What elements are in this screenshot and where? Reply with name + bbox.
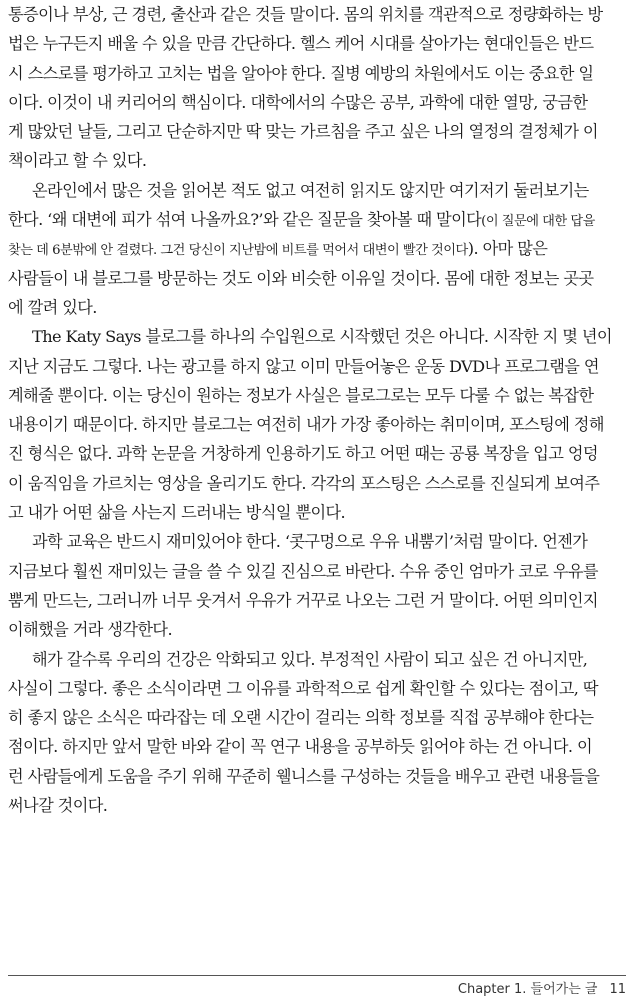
chapter-title: Chapter 1. 들어가는 글 (457, 982, 598, 997)
text-line-28: 써나갈 것이다. (8, 796, 108, 816)
text-line-18: 고 내가 어떤 삶을 사는지 드러내는 방식일 뿐이다. (8, 503, 346, 523)
text-line-6: 책이라고 할 수 있다. (8, 151, 147, 171)
text-line-1: 통증이나 부상, 근 경련, 출산과 같은 것들 말이다. 몸의 위치를 객관적으로 정량화하는 방 (8, 5, 603, 24)
text-line-14: 계해줄 뿐이다. 이는 당신이 원하는 정보가 사실은 블로그로는 모두 다룰 수 없는 복잡한 (8, 385, 594, 405)
body-text (8, 0, 626, 820)
text-line-27: 런 사람들에게 도움을 주기 위해 꾸준히 웰니스를 구성하는 것들을 배우고 관련 내용들을 (8, 766, 600, 786)
text-line-19: 과학 교육은 반드시 재미있어야 한다. ‘콧구멍으로 우유 내뿜기’처럼 말이다. 언젠가 (32, 532, 588, 552)
text-line-5: 게 많았던 날들, 그리고 단순하지만 딱 맞는 가르침을 주고 싶은 나의 열정의 결정체가 이 (8, 122, 598, 142)
page-footer (8, 975, 626, 997)
text-line-7: 온라인에서 많은 것을 읽어본 적도 없고 여전히 읽지도 않지만 여기저기 둘러보기는 (32, 180, 589, 200)
text-line-17: 이 움직임을 가르치는 영상을 올리기도 한다. 각각의 포스팅은 스스로를 진실되게 보여주 (8, 473, 600, 493)
text-line-8-note: (이 질문에 대한 답을 (481, 214, 595, 230)
text-line-8-main: 한다. ‘왜 대변에 피가 섞여 나올까요?’와 같은 질문을 찾아볼 때 말이다 (8, 210, 482, 230)
text-line-25: 히 좋지 않은 소식은 따라잡는 데 오랜 시간이 걸리는 의학 정보를 직접 공부해야 한다는 (8, 708, 594, 728)
text-line-20: 지금보다 훨씬 재미있는 글을 쓸 수 있길 진심으로 바란다. 수유 중인 엄마가 코로 우유를 (8, 561, 598, 581)
text-line-22: 이해했을 거라 생각한다. (8, 620, 173, 640)
text-line-21: 뿜게 만드는, 그러니까 너무 웃겨서 우유가 거꾸로 나오는 그런 거 말이다. 어떤 의미인지 (8, 590, 598, 610)
text-line-23: 해가 갈수록 우리의 건강은 악화되고 있다. 부정적인 사람이 되고 싶은 건 아니지만, (32, 649, 588, 669)
text-line-24: 사실이 그렇다. 좋은 소식이라면 그 이유를 과학적으로 쉽게 확인할 수 있다는 점이고, 딱 (8, 678, 598, 698)
text-line-3: 시 스스로를 평가하고 고치는 법을 알아야 한다. 질병 예방의 차원에서도 이는 중요한 일 (8, 63, 594, 83)
text-line-10: 사람들이 내 블로그를 방문하는 것도 이와 비슷한 이유일 것이다. 몸에 대한 정보는 곳곳 (8, 268, 594, 288)
text-line-9 (8, 234, 626, 263)
text-line-2: 법은 누구든지 배울 수 있을 만큼 간단하다. 헬스 케어 시대를 살아가는 현대인들은 반드 (8, 34, 594, 54)
page-number: 11 (609, 982, 626, 997)
text-line-15: 내용이기 때문이다. 하지만 블로그는 여전히 내가 가장 좋아하는 취미이며, 포스팅에 정해 (8, 415, 604, 435)
text-line-9-note: ). 아마 많은 (467, 239, 548, 259)
text-line-11: 에 깔려 있다. (8, 297, 97, 317)
text-line-16: 진 형식은 없다. 과학 논문을 거창하게 인용하기도 하고 어떤 때는 공룡 복장을 입고 엉덩 (8, 444, 598, 464)
text-line-13: 지난 지금도 그렇다. 나는 광고를 하지 않고 이미 만들어놓은 운동 DVD나 프로그램을 연 (8, 356, 599, 376)
text-line-12: The Katy Says 블로그를 하나의 수입원으로 시작했던 것은 아니다. 시작한 지 몇 년이 (32, 327, 612, 347)
footer-label (458, 978, 626, 997)
text-line-8 (8, 205, 626, 234)
text-line-26: 점이다. 하지만 앞서 말한 바와 같이 꼭 연구 내용을 공부하듯 읽어야 하는 건 아니다. 이 (8, 737, 592, 757)
text-line-4: 이다. 이것이 내 커리어의 핵심이다. 대학에서의 수많은 공부, 과학에 대한 열망, 궁금한 (8, 92, 588, 112)
text-line-9-main: 찾는 데 6분밖에 안 걸렸다. 그건 당신이 지난밤에 비트를 먹어서 대변이 빨간 것이다 (8, 243, 468, 259)
